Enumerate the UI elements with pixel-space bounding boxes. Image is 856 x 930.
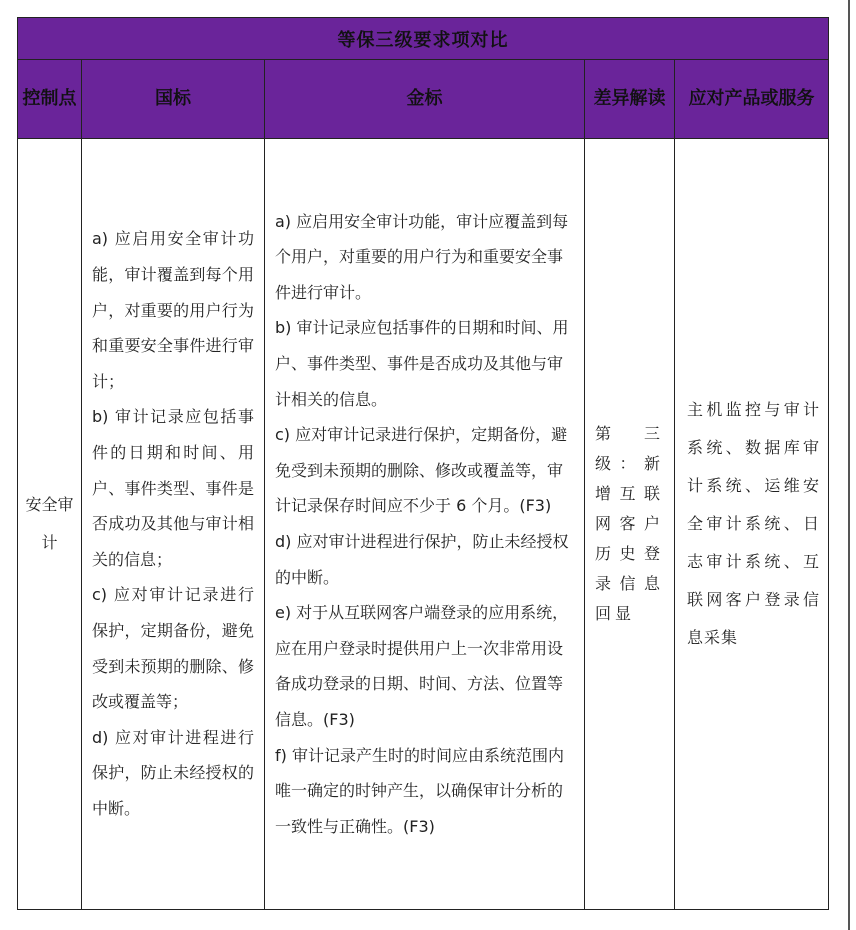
financial-item: e) 对于从互联网客户端登录的应用系统，应在用户登录时提供用户上一次非常用设备成功登录的日期、时间、方法、位置等信息。(F3) [275, 603, 569, 729]
cell-control-point: 安全审计 [18, 139, 82, 910]
financial-item: b) 审计记录应包括事件的日期和时间、用户、事件类型、事件是否成功及其他与审计相关的信息。 [275, 318, 569, 409]
national-item: d) 应对审计进程进行保护，防止未经授权的中断。 [92, 727, 254, 818]
cell-difference: 第三级：新增互联网客户历史登录信息回显 [585, 139, 675, 910]
header-financial-standard: 金标 [265, 60, 585, 139]
header-national-standard: 国标 [82, 60, 265, 139]
financial-item: f) 审计记录产生时的时间应由系统范围内唯一确定的时钟产生，以确保审计分析的一致性与正确性。(F3) [275, 745, 564, 836]
financial-item: d) 应对审计进程进行保护，防止未经授权的中断。 [275, 532, 569, 587]
header-control-point: 控制点 [18, 60, 82, 139]
national-item: a) 应启用安全审计功能，审计覆盖到每个用户，对重要的用户行为和重要安全事件进行审计； [92, 229, 254, 391]
header-products: 应对产品或服务 [675, 60, 829, 139]
national-item: b) 审计记录应包括事件的日期和时间、用户、事件类型、事件是否成功及其他与审计相关的信息； [92, 407, 254, 569]
national-item: c) 应对审计记录进行保护，定期备份，避免受到未预期的删除、修改或覆盖等； [92, 585, 254, 712]
financial-item: c) 应对审计记录进行保护，定期备份，避免受到未预期的删除、修改或覆盖等，审计记录保存时间应不少于 6 个月。(F3) [275, 425, 568, 516]
header-difference: 差异解读 [585, 60, 675, 139]
financial-item: a) 应启用安全审计功能，审计应覆盖到每个用户，对重要的用户行为和重要安全事件进行审计。 [275, 211, 569, 302]
table-title: 等保三级要求项对比 [18, 18, 829, 60]
cell-national-standard [82, 139, 265, 910]
page-right-border [848, 0, 850, 930]
comparison-table [17, 17, 829, 910]
cell-financial-standard [265, 139, 585, 910]
cell-products: 主机监控与审计系统、数据库审计系统、运维安全审计系统、日志审计系统、互联网客户登录信息采集 [675, 139, 829, 910]
